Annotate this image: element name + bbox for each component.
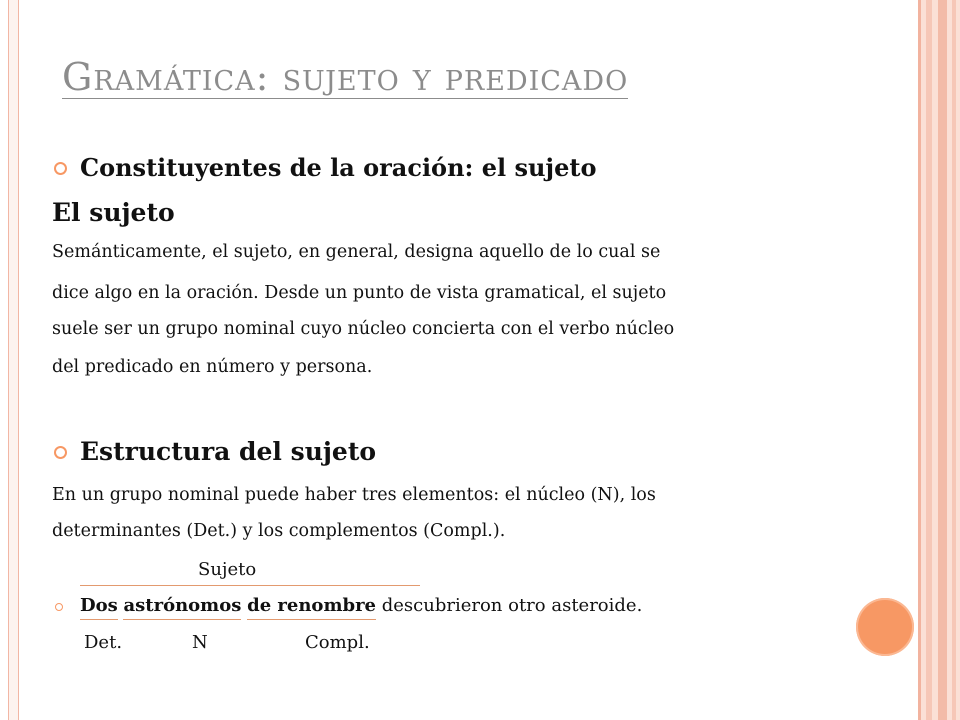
left-decorative-border: [8, 0, 19, 720]
section-heading-estructura: Estructura del sujeto: [80, 437, 377, 466]
slide-title: Gramática: sujeto y predicado: [62, 55, 629, 99]
bullet-icon: [54, 446, 67, 459]
example-complement: de renombre: [247, 595, 376, 620]
paragraph-line: determinantes (Det.) y los complementos (Compl.).: [52, 521, 506, 541]
paragraph-line: dice algo en la oración. Desde un punto de vista gramatical, el sujeto: [52, 283, 667, 303]
paragraph-line: del predicado en número y persona.: [52, 357, 373, 377]
sujeto-bracket-line: [80, 585, 420, 586]
paragraph-line: Semánticamente, el sujeto, en general, designa aquello de lo cual se: [52, 242, 661, 262]
example-predicate: descubrieron otro asteroide.: [376, 595, 643, 616]
sujeto-label: Sujeto: [198, 559, 257, 580]
section-heading-constituyentes: Constituyentes de la oración: el sujeto: [80, 153, 597, 182]
example-noun: astrónomos: [123, 595, 241, 620]
bullet-icon: [54, 162, 67, 175]
right-stripe: [952, 0, 956, 720]
decorative-orange-circle: [856, 598, 914, 656]
label-compl: Compl.: [305, 632, 370, 653]
label-n: N: [192, 632, 208, 653]
example-sentence: [80, 597, 642, 615]
example-determiner: Dos: [80, 595, 118, 620]
sub-bullet-icon: [55, 603, 63, 611]
subheading-el-sujeto: El sujeto: [52, 198, 175, 227]
right-stripe: [926, 0, 932, 720]
right-stripe: [938, 0, 947, 720]
paragraph-line: suele ser un grupo nominal cuyo núcleo concierta con el verbo núcleo: [52, 319, 675, 339]
right-stripe: [918, 0, 921, 720]
label-det: Det.: [84, 632, 123, 653]
paragraph-line: En un grupo nominal puede haber tres elementos: el núcleo (N), los: [52, 485, 656, 505]
